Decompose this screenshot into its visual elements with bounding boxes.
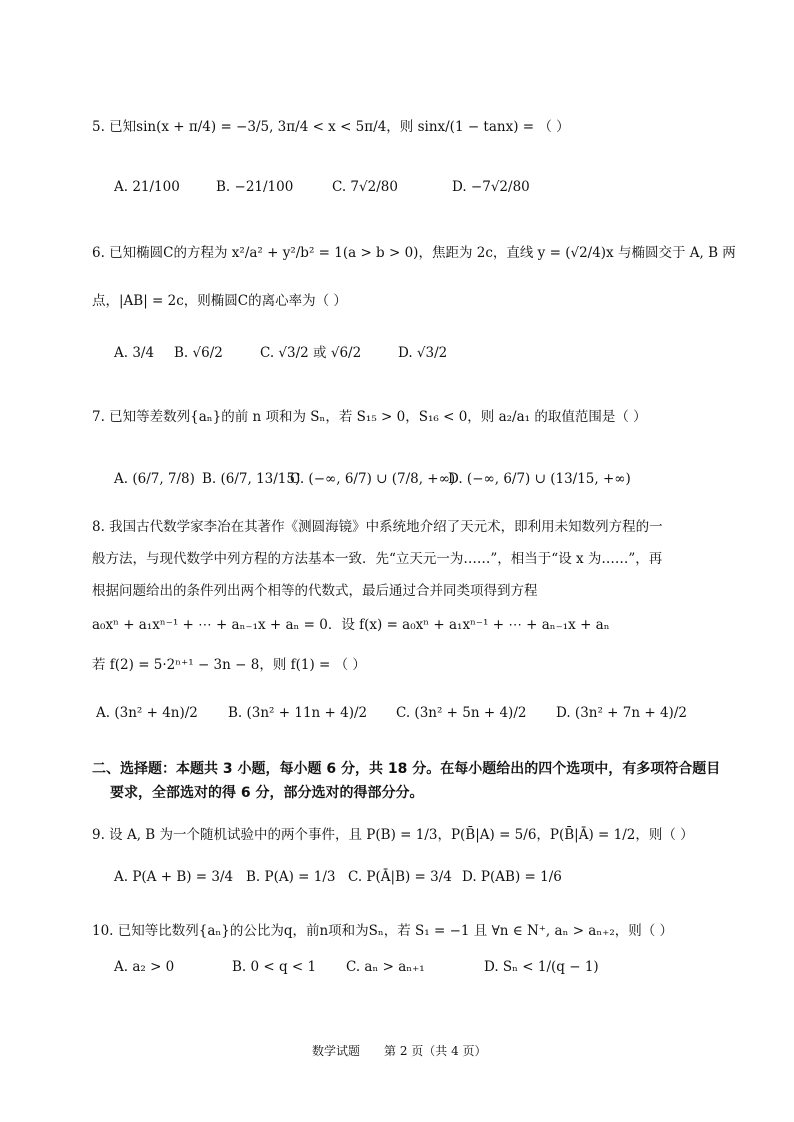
question-5-option-a: A. 21/100 [114, 179, 180, 195]
question-8-stem-line-3: 根据问题给出的条件列出两个相等的代数式，最后通过合并同类项得到方程 [92, 583, 538, 599]
question-8-option-d: D. (3n² + 7n + 4)/2 [556, 705, 687, 721]
question-7-option-d: D. (−∞, 6/7) ∪ (13/15, +∞) [448, 471, 631, 487]
question-8-stem-line-4: a₀xⁿ + a₁xⁿ⁻¹ + ⋯ + aₙ₋₁x + aₙ = 0．设 f(x) = a₀xⁿ + a₁xⁿ⁻¹ + ⋯ + aₙ₋₁x + aₙ [92, 617, 610, 633]
question-10-stem: 10. 已知等比数列{aₙ}的公比为q，前n项和为Sₙ，若 S₁ = −1 且 ∀n ∈ N⁺, aₙ > aₙ₊₂，则（ ） [92, 923, 674, 939]
question-7-option-b: B. (6/7, 13/15) [202, 471, 301, 487]
question-6-option-a: A. 3/4 [114, 345, 155, 361]
question-5-option-d: D. −7√2/80 [452, 179, 530, 195]
question-6-stem-line-1: 6. 已知椭圆C的方程为 x²/a² + y²/b² = 1(a > b > 0)，焦距为 2c，直线 y = (√2/4)x 与椭圆交于 A, B 两 [92, 245, 736, 261]
question-9-option-b: B. P(A) = 1/3 [246, 869, 336, 885]
question-6-option-d: D. √3/2 [398, 345, 448, 361]
question-7-option-a: A. (6/7, 7/8) [114, 471, 195, 487]
question-7-stem: 7. 已知等差数列{aₙ}的前 n 项和为 Sₙ，若 S₁₅ > 0，S₁₆ < 0，则 a₂/a₁ 的取值范围是（ ） [92, 409, 647, 425]
question-8-option-c: C. (3n² + 5n + 4)/2 [396, 705, 527, 721]
question-9-option-a: A. P(A + B) = 3/4 [114, 869, 234, 885]
question-8-stem-line-5: 若 f(2) = 5·2ⁿ⁺¹ − 3n − 8，则 f(1) = （ ） [92, 657, 366, 673]
question-6-option-c: C. √3/2 或 √6/2 [260, 345, 362, 361]
footer-page-number: 第 2 页（共 4 页） [384, 1044, 487, 1058]
question-9-stem: 9. 设 A, B 为一个随机试验中的两个事件，且 P(B) = 1/3，P(B̄|A) = 5/6，P(B̄|Ā) = 1/2，则（ ） [92, 827, 694, 843]
section-2-heading-line-2: 要求，全部选对的得 6 分，部分选对的得部分分。 [110, 785, 424, 801]
question-8-option-a: A. (3n² + 4n)/2 [96, 705, 198, 721]
question-7-option-c: C. (−∞, 6/7) ∪ (7/8, +∞) [290, 471, 456, 487]
footer-subject: 数学试题 [312, 1044, 361, 1058]
question-10-option-a: A. a₂ > 0 [114, 959, 175, 975]
question-8-stem-line-2: 般方法，与现代数学中列方程的方法基本一致．先“立天元一为……”，相当于“设 x 为……”，再 [92, 551, 663, 567]
question-10-option-c: C. aₙ > aₙ₊₁ [346, 959, 425, 975]
question-8-option-b: B. (3n² + 11n + 4)/2 [228, 705, 368, 721]
question-9-option-c: C. P(Ā|B) = 3/4 [348, 869, 452, 885]
question-6-option-b: B. √6/2 [174, 345, 223, 361]
question-10-option-d: D. Sₙ < 1/(q − 1) [484, 959, 599, 975]
section-2-heading-line-1: 二、选择题：本题共 3 小题，每小题 6 分，共 18 分。在每小题给出的四个选项中，有多项符合题目 [92, 761, 721, 777]
question-9-option-d: D. P(AB) = 1/6 [462, 869, 562, 885]
question-6-stem-line-2: 点，|AB| = 2c，则椭圆C的离心率为（ ） [92, 293, 347, 309]
question-5-option-b: B. −21/100 [216, 179, 294, 195]
question-5-stem: 5. 已知sin(x + π/4) = −3/5, 3π/4 < x < 5π/4，则 sinx/(1 − tanx) = （ ） [92, 119, 570, 135]
question-5-option-c: C. 7√2/80 [332, 179, 398, 195]
question-8-stem-line-1: 8. 我国古代数学家李冶在其著作《测圆海镜》中系统地介绍了天元术，即利用未知数列方程的一 [92, 519, 663, 535]
question-10-option-b: B. 0 < q < 1 [232, 959, 317, 975]
